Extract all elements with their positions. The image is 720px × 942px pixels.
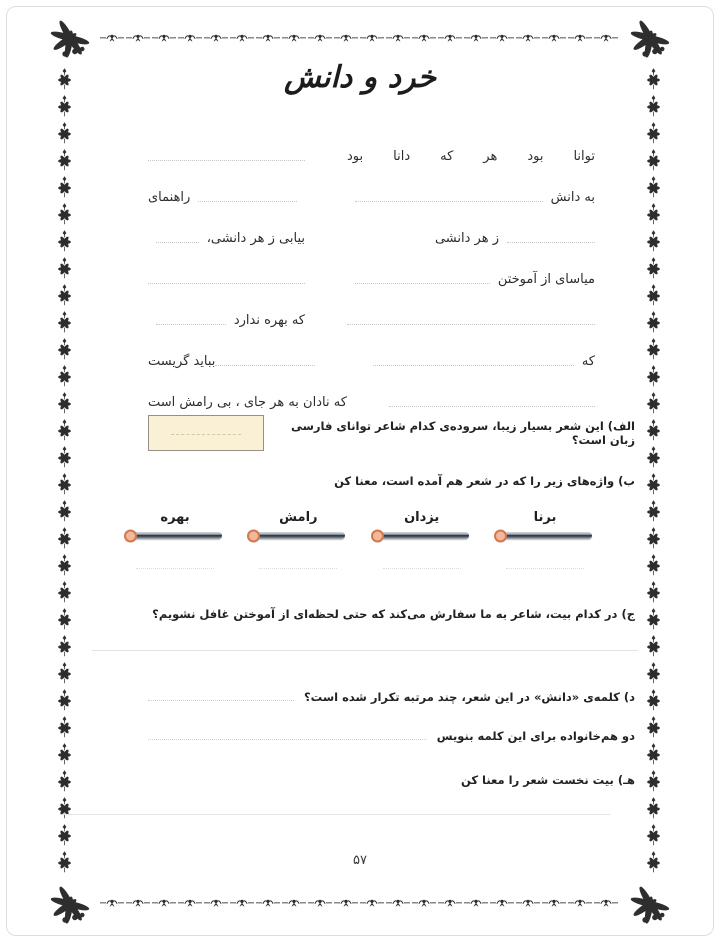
question-he-text: هـ) بیت نخست شعر را معنا کن	[460, 773, 635, 787]
pointer-circle-icon	[124, 529, 137, 542]
poem-hemistich-text: بباید گریست	[148, 354, 216, 370]
vocab-pointer-bar	[251, 532, 345, 539]
fill-blank-line	[148, 158, 305, 161]
vocab-item	[128, 510, 222, 569]
answer-line	[92, 650, 638, 651]
worksheet-title: خرد و دانش	[283, 60, 437, 95]
answer-box	[148, 415, 264, 451]
fill-blank-line	[347, 322, 595, 325]
poem-hemistich-text: توانا بود هر که دانا بود	[347, 149, 595, 165]
vocabulary-section	[128, 510, 592, 569]
vocab-item	[375, 510, 469, 569]
poem-row	[148, 124, 595, 165]
poem-hemistich-text: میاسای از آموختن	[497, 272, 595, 288]
vocab-pointer-bar	[375, 532, 469, 539]
pointer-circle-icon	[247, 529, 260, 542]
vocab-answer-line	[259, 566, 337, 569]
vocab-answer-line	[136, 566, 214, 569]
fill-blank-line	[355, 199, 543, 202]
poem-row	[148, 288, 595, 329]
poem-hemistich-text: که نادان به هر جای ، بی رامش است	[148, 395, 347, 411]
question-dal-followup-text: دو هم‌خانواده برای این کلمه بنویس	[436, 729, 635, 743]
vocab-word-label: برنا	[533, 510, 557, 525]
vocab-word-label: یزدان	[404, 510, 440, 525]
vocab-answer-line	[383, 566, 461, 569]
vocab-pointer-bar	[498, 532, 592, 539]
fill-blank-line	[156, 240, 199, 243]
fill-blank-line	[389, 404, 595, 407]
poem-row	[148, 247, 595, 288]
fill-blank-line	[507, 240, 595, 243]
poem-row	[148, 206, 595, 247]
vocab-item	[498, 510, 592, 569]
question-dal-followup-row	[148, 729, 635, 743]
poem-row	[148, 165, 595, 206]
poem-hemistich-text: راهنمای	[148, 190, 191, 206]
poem-row	[148, 329, 595, 370]
vocab-answer-line	[506, 566, 584, 569]
answer-line	[62, 814, 610, 815]
question-be-text: ب) واژه‌های زیر را که در شعر هم آمده است، معنا کن	[334, 474, 635, 488]
fill-blank-line	[198, 199, 297, 202]
poem-section	[148, 124, 595, 411]
question-dal-row	[148, 690, 635, 704]
poem-row	[148, 370, 595, 411]
answer-line	[148, 737, 427, 740]
fill-blank-line	[373, 363, 573, 366]
poem-hemistich-text: که بهره ندارد	[233, 313, 305, 329]
question-alef-row	[148, 415, 635, 451]
poem-hemistich-text: به دانش	[550, 190, 595, 206]
page-number: ۵۷	[353, 853, 367, 868]
question-jim-text: ج) در کدام بیت، شاعر به ما سفارش می‌کند که حتی لحظه‌ای از آموختن غافل نشویم؟	[152, 607, 635, 621]
answer-box-line	[171, 432, 242, 435]
fill-blank-line	[215, 363, 315, 366]
fill-blank-line	[148, 281, 305, 284]
poem-hemistich-text: ز هر دانشی	[434, 231, 499, 247]
vocab-word-label: بهره	[160, 510, 190, 525]
answer-line	[148, 698, 294, 701]
fill-blank-line	[355, 281, 490, 284]
vocab-item	[251, 510, 345, 569]
question-alef-text: الف) این شعر بسیار زیبا، سروده‌ی کدام شاعر توانای فارسی زبان است؟	[290, 419, 635, 447]
poem-hemistich-text: بیابی ز هر دانشی،	[206, 231, 305, 247]
pointer-circle-icon	[371, 529, 384, 542]
question-dal-text: د) کلمه‌ی «دانش» در این شعر، چند مرتبه تکرار شده است؟	[304, 690, 635, 704]
poem-hemistich-text: که	[581, 354, 595, 370]
vocab-pointer-bar	[128, 532, 222, 539]
vocab-word-label: رامش	[279, 510, 318, 525]
pointer-circle-icon	[494, 529, 507, 542]
fill-blank-line	[156, 322, 226, 325]
